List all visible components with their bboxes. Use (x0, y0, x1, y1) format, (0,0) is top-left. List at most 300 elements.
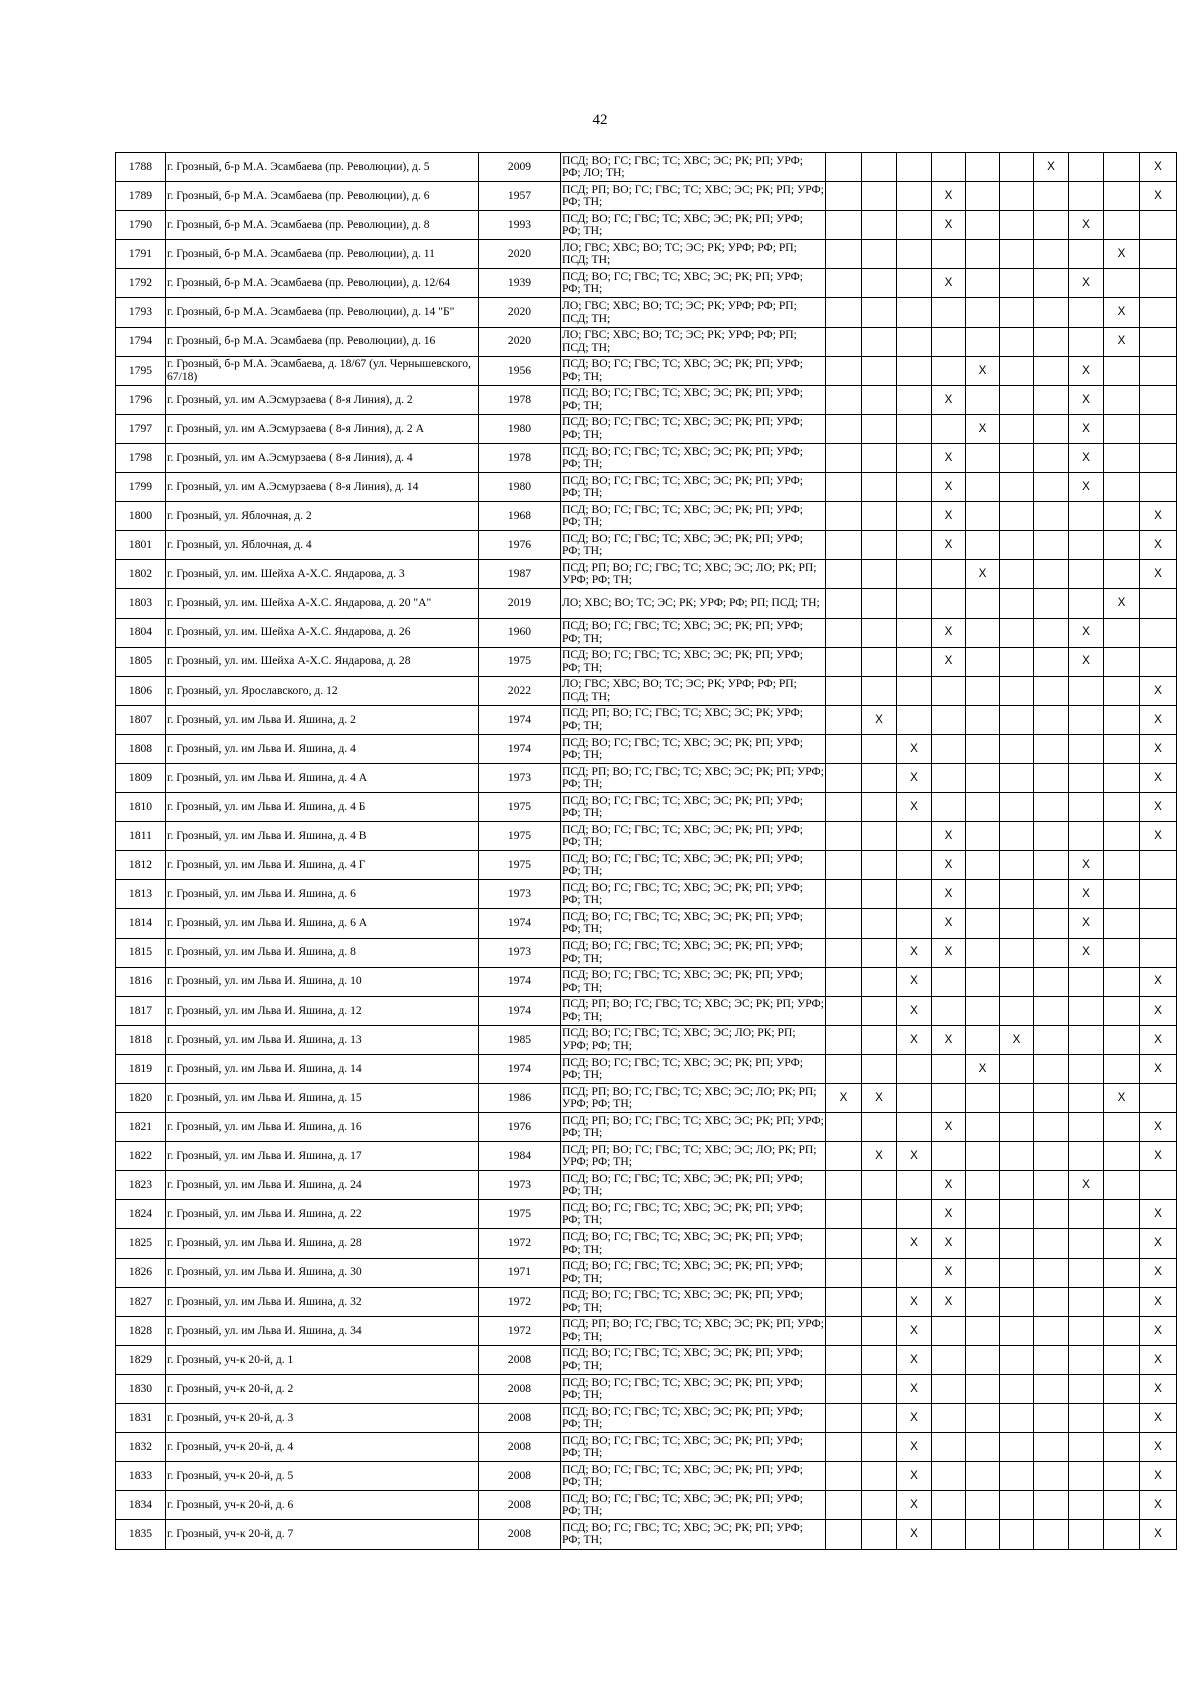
mark-cell (1140, 240, 1177, 269)
row-number-cell: 1816 (116, 967, 166, 996)
mark-cell (897, 502, 932, 531)
table-row (116, 414, 1177, 443)
mark-cell (966, 909, 1000, 938)
mark-cell (1069, 822, 1104, 851)
mark-cell (826, 327, 862, 356)
mark-cell: X (932, 1287, 966, 1316)
address-cell: г. Грозный, уч-к 20-й, д. 5 (166, 1462, 479, 1491)
mark-cell (1000, 851, 1034, 880)
year-cell: 2008 (479, 1491, 561, 1520)
row-number-cell: 1791 (116, 240, 166, 269)
address-cell: г. Грозный, уч-к 20-й, д. 1 (166, 1345, 479, 1374)
mark-cell: X (1069, 851, 1104, 880)
mark-cell: X (932, 822, 966, 851)
year-cell: 1985 (479, 1025, 561, 1054)
mark-cell (1034, 1520, 1069, 1549)
mark-cell: X (932, 647, 966, 676)
mark-cell (1140, 298, 1177, 327)
year-cell: 1973 (479, 938, 561, 967)
mark-cell (862, 443, 897, 472)
mark-cell (862, 851, 897, 880)
address-cell: г. Грозный, ул. им Льва И. Яшина, д. 4 Г (166, 851, 479, 880)
mark-cell (826, 211, 862, 240)
services-cell: ПСД; ВО; ГС; ГВС; ТС; ХВС; ЭС; РК; РП; УРФ; РФ; ТН; (561, 385, 826, 414)
mark-cell (862, 473, 897, 502)
mark-cell (966, 676, 1000, 705)
mark-cell (1104, 153, 1140, 182)
mark-cell (1069, 793, 1104, 822)
mark-cell (1069, 1404, 1104, 1433)
row-number-cell: 1826 (116, 1258, 166, 1287)
mark-cell (862, 1520, 897, 1549)
services-cell: ПСД; ВО; ГС; ГВС; ТС; ХВС; ЭС; РК; РП; УРФ; РФ; ТН; (561, 356, 826, 385)
address-cell: г. Грозный, ул. им Льва И. Яшина, д. 8 (166, 938, 479, 967)
mark-cell (1034, 298, 1069, 327)
year-cell: 1984 (479, 1142, 561, 1171)
year-cell: 1976 (479, 1113, 561, 1142)
mark-cell (826, 269, 862, 298)
services-cell: ПСД; ВО; ГС; ГВС; ТС; ХВС; ЭС; РК; РП; УРФ; РФ; ТН; (561, 851, 826, 880)
year-cell: 1972 (479, 1229, 561, 1258)
mark-cell (1034, 647, 1069, 676)
services-cell: ПСД; ВО; ГС; ГВС; ТС; ХВС; ЭС; РК; РП; УРФ; РФ; ТН; (561, 1491, 826, 1520)
year-cell: 1980 (479, 473, 561, 502)
services-cell: ПСД; ВО; ГС; ГВС; ТС; ХВС; ЭС; РК; РП; УРФ; РФ; ТН; (561, 822, 826, 851)
mark-cell (897, 1258, 932, 1287)
address-cell: г. Грозный, ул. им Льва И. Яшина, д. 6 А (166, 909, 479, 938)
mark-cell (826, 1142, 862, 1171)
services-cell: ПСД; ВО; ГС; ГВС; ТС; ХВС; ЭС; РК; РП; УРФ; РФ; ТН; (561, 1287, 826, 1316)
address-cell: г. Грозный, ул. им А.Эсмурзаева ( 8-я Линия), д. 4 (166, 443, 479, 472)
services-cell: ПСД; ВО; ГС; ГВС; ТС; ХВС; ЭС; РК; РП; УРФ; РФ; ТН; (561, 1374, 826, 1403)
row-number-cell: 1821 (116, 1113, 166, 1142)
year-cell: 1974 (479, 967, 561, 996)
mark-cell (932, 560, 966, 589)
mark-cell (966, 327, 1000, 356)
mark-cell: X (1069, 909, 1104, 938)
mark-cell (1140, 327, 1177, 356)
mark-cell: X (1069, 618, 1104, 647)
mark-cell (862, 676, 897, 705)
mark-cell (1034, 1433, 1069, 1462)
mark-cell (862, 880, 897, 909)
mark-cell: X (1069, 443, 1104, 472)
mark-cell (966, 1433, 1000, 1462)
mark-cell: X (1140, 1491, 1177, 1520)
services-cell: ПСД; ВО; ГС; ГВС; ТС; ХВС; ЭС; РК; РП; УРФ; РФ; ТН; (561, 502, 826, 531)
row-number-cell: 1809 (116, 763, 166, 792)
mark-cell (966, 589, 1000, 618)
table-row (116, 1258, 1177, 1287)
mark-cell (1034, 618, 1069, 647)
mark-cell (862, 240, 897, 269)
address-cell: г. Грозный, уч-к 20-й, д. 6 (166, 1491, 479, 1520)
table-row (116, 1171, 1177, 1200)
mark-cell (826, 1025, 862, 1054)
services-cell: ПСД; РП; ВО; ГС; ГВС; ТС; ХВС; ЭС; РК; РП; УРФ; РФ; ТН; (561, 182, 826, 211)
mark-cell: X (1140, 1433, 1177, 1462)
row-number-cell: 1804 (116, 618, 166, 647)
mark-cell (932, 153, 966, 182)
year-cell: 1973 (479, 763, 561, 792)
mark-cell: X (932, 531, 966, 560)
mark-cell (862, 1433, 897, 1462)
mark-cell (862, 414, 897, 443)
address-cell: г. Грозный, ул. им Льва И. Яшина, д. 2 (166, 705, 479, 734)
mark-cell (1140, 473, 1177, 502)
year-cell: 1975 (479, 793, 561, 822)
services-cell: ПСД; ВО; ГС; ГВС; ТС; ХВС; ЭС; РК; РП; УРФ; РФ; ТН; (561, 211, 826, 240)
mark-cell (1069, 327, 1104, 356)
row-number-cell: 1830 (116, 1374, 166, 1403)
year-cell: 1975 (479, 822, 561, 851)
address-cell: г. Грозный, ул. им Льва И. Яшина, д. 30 (166, 1258, 479, 1287)
services-cell: ЛО; ГВС; ХВС; ВО; ТС; ЭС; РК; УРФ; РФ; РП; ПСД; ТН; (561, 298, 826, 327)
mark-cell (1034, 1113, 1069, 1142)
year-cell: 1972 (479, 1287, 561, 1316)
mark-cell (966, 153, 1000, 182)
mark-cell (1069, 1316, 1104, 1345)
mark-cell (1000, 880, 1034, 909)
services-cell: ЛО; ХВС; ВО; ТС; ЭС; РК; УРФ; РФ; РП; ПСД; ТН; (561, 589, 826, 618)
mark-cell (826, 153, 862, 182)
mark-cell (1034, 356, 1069, 385)
mark-cell: X (1140, 793, 1177, 822)
mark-cell (826, 1462, 862, 1491)
row-number-cell: 1810 (116, 793, 166, 822)
mark-cell (862, 589, 897, 618)
mark-cell (1140, 269, 1177, 298)
mark-cell (862, 618, 897, 647)
mark-cell (1069, 1462, 1104, 1491)
mark-cell (1069, 1200, 1104, 1229)
mark-cell: X (897, 967, 932, 996)
table-row (116, 1316, 1177, 1345)
mark-cell (862, 1229, 897, 1258)
mark-cell (1104, 676, 1140, 705)
row-number-cell: 1811 (116, 822, 166, 851)
address-cell: г. Грозный, уч-к 20-й, д. 7 (166, 1520, 479, 1549)
row-number-cell: 1796 (116, 385, 166, 414)
table-row (116, 763, 1177, 792)
mark-cell (897, 589, 932, 618)
year-cell: 1975 (479, 851, 561, 880)
mark-cell (1104, 502, 1140, 531)
mark-cell: X (932, 182, 966, 211)
year-cell: 1972 (479, 1316, 561, 1345)
address-cell: г. Грозный, б-р М.А. Эсамбаева (пр. Революции), д. 8 (166, 211, 479, 240)
mark-cell (1104, 793, 1140, 822)
mark-cell (932, 676, 966, 705)
mark-cell (1104, 473, 1140, 502)
address-cell: г. Грозный, б-р М.А. Эсамбаева (пр. Революции), д. 11 (166, 240, 479, 269)
address-cell: г. Грозный, ул. им А.Эсмурзаева ( 8-я Линия), д. 2 (166, 385, 479, 414)
row-number-cell: 1827 (116, 1287, 166, 1316)
mark-cell (862, 1462, 897, 1491)
row-number-cell: 1815 (116, 938, 166, 967)
table-row (116, 560, 1177, 589)
mark-cell (1104, 822, 1140, 851)
year-cell: 1957 (479, 182, 561, 211)
row-number-cell: 1789 (116, 182, 166, 211)
mark-cell (862, 1404, 897, 1433)
mark-cell (966, 443, 1000, 472)
mark-cell (1000, 473, 1034, 502)
mark-cell (1140, 443, 1177, 472)
mark-cell: X (897, 938, 932, 967)
mark-cell (1140, 385, 1177, 414)
mark-cell (1034, 822, 1069, 851)
mark-cell (932, 356, 966, 385)
table-row (116, 822, 1177, 851)
table-row (116, 298, 1177, 327)
mark-cell (966, 1113, 1000, 1142)
services-cell: ПСД; ВО; ГС; ГВС; ТС; ХВС; ЭС; РК; РП; УРФ; РФ; ТН; (561, 880, 826, 909)
mark-cell: X (897, 1025, 932, 1054)
mark-cell (1104, 763, 1140, 792)
mark-cell (862, 531, 897, 560)
mark-cell (1000, 1374, 1034, 1403)
mark-cell: X (1140, 676, 1177, 705)
mark-cell (826, 1433, 862, 1462)
table-row (116, 1520, 1177, 1549)
year-cell: 1939 (479, 269, 561, 298)
table-row (116, 1229, 1177, 1258)
mark-cell (932, 1345, 966, 1374)
mark-cell (1034, 793, 1069, 822)
row-number-cell: 1797 (116, 414, 166, 443)
mark-cell (1104, 1200, 1140, 1229)
mark-cell (826, 1258, 862, 1287)
mark-cell (826, 298, 862, 327)
year-cell: 1973 (479, 880, 561, 909)
address-cell: г. Грозный, ул. им. Шейха А-Х.С. Яндарова, д. 20 "А" (166, 589, 479, 618)
mark-cell (932, 1462, 966, 1491)
services-cell: ПСД; ВО; ГС; ГВС; ТС; ХВС; ЭС; РК; РП; УРФ; РФ; ТН; (561, 909, 826, 938)
mark-cell (1034, 531, 1069, 560)
year-cell: 2020 (479, 240, 561, 269)
mark-cell (1000, 298, 1034, 327)
year-cell: 2009 (479, 153, 561, 182)
mark-cell (966, 1142, 1000, 1171)
mark-cell (897, 443, 932, 472)
mark-cell (1000, 822, 1034, 851)
mark-cell (1000, 1142, 1034, 1171)
mark-cell: X (1069, 356, 1104, 385)
mark-cell (1140, 647, 1177, 676)
mark-cell (966, 705, 1000, 734)
mark-cell: X (1140, 182, 1177, 211)
mark-cell (1069, 1345, 1104, 1374)
mark-cell (862, 560, 897, 589)
services-cell: ПСД; ВО; ГС; ГВС; ТС; ХВС; ЭС; РК; РП; УРФ; РФ; ТН; (561, 1200, 826, 1229)
mark-cell (1000, 182, 1034, 211)
services-cell: ПСД; ВО; ГС; ГВС; ТС; ХВС; ЭС; РК; РП; УРФ; РФ; ТН; (561, 1229, 826, 1258)
table-row (116, 356, 1177, 385)
services-cell: ПСД; ВО; ГС; ГВС; ТС; ХВС; ЭС; РК; РП; УРФ; РФ; ТН; (561, 967, 826, 996)
building-registry-table (115, 152, 1177, 1550)
mark-cell: X (932, 909, 966, 938)
mark-cell: X (1140, 1287, 1177, 1316)
mark-cell (1034, 502, 1069, 531)
mark-cell (1104, 1433, 1140, 1462)
address-cell: г. Грозный, уч-к 20-й, д. 4 (166, 1433, 479, 1462)
mark-cell (1000, 1404, 1034, 1433)
mark-cell: X (1140, 1404, 1177, 1433)
mark-cell (1034, 269, 1069, 298)
mark-cell (1034, 1054, 1069, 1083)
table-row (116, 589, 1177, 618)
mark-cell: X (932, 1229, 966, 1258)
mark-cell (1140, 211, 1177, 240)
mark-cell: X (897, 1287, 932, 1316)
mark-cell: X (1140, 1054, 1177, 1083)
mark-cell (1104, 1462, 1140, 1491)
table-row (116, 211, 1177, 240)
services-cell: ПСД; РП; ВО; ГС; ГВС; ТС; ХВС; ЭС; РК; РП; УРФ; РФ; ТН; (561, 763, 826, 792)
mark-cell (897, 182, 932, 211)
mark-cell (1069, 705, 1104, 734)
row-number-cell: 1814 (116, 909, 166, 938)
mark-cell (826, 1113, 862, 1142)
mark-cell (862, 967, 897, 996)
mark-cell (966, 938, 1000, 967)
mark-cell (897, 153, 932, 182)
mark-cell (897, 676, 932, 705)
mark-cell (932, 967, 966, 996)
services-cell: ПСД; ВО; ГС; ГВС; ТС; ХВС; ЭС; РК; РП; УРФ; РФ; ТН; (561, 473, 826, 502)
mark-cell: X (897, 1433, 932, 1462)
mark-cell (1104, 1404, 1140, 1433)
year-cell: 1974 (479, 1054, 561, 1083)
address-cell: г. Грозный, ул. им Льва И. Яшина, д. 17 (166, 1142, 479, 1171)
mark-cell (1104, 996, 1140, 1025)
mark-cell: X (1140, 1462, 1177, 1491)
mark-cell (1069, 1113, 1104, 1142)
mark-cell (966, 1316, 1000, 1345)
mark-cell (932, 763, 966, 792)
services-cell: ПСД; ВО; ГС; ГВС; ТС; ХВС; ЭС; РК; РП; УРФ; РФ; ТН; (561, 734, 826, 763)
mark-cell: X (1069, 1171, 1104, 1200)
row-number-cell: 1801 (116, 531, 166, 560)
mark-cell (1000, 531, 1034, 560)
row-number-cell: 1798 (116, 443, 166, 472)
mark-cell (897, 705, 932, 734)
mark-cell (826, 473, 862, 502)
table-row (116, 385, 1177, 414)
mark-cell (966, 763, 1000, 792)
mark-cell: X (932, 618, 966, 647)
services-cell: ПСД; ВО; ГС; ГВС; ТС; ХВС; ЭС; РК; РП; УРФ; РФ; ТН; (561, 1404, 826, 1433)
mark-cell (862, 822, 897, 851)
year-cell: 1986 (479, 1084, 561, 1113)
mark-cell (1034, 385, 1069, 414)
table-row (116, 1491, 1177, 1520)
mark-cell: X (1140, 1142, 1177, 1171)
mark-cell (932, 1433, 966, 1462)
mark-cell (932, 996, 966, 1025)
mark-cell: X (1069, 647, 1104, 676)
mark-cell: X (1140, 560, 1177, 589)
mark-cell: X (862, 1084, 897, 1113)
mark-cell: X (1140, 967, 1177, 996)
address-cell: г. Грозный, ул. им А.Эсмурзаева ( 8-я Линия), д. 14 (166, 473, 479, 502)
mark-cell (1000, 618, 1034, 647)
year-cell: 1975 (479, 647, 561, 676)
mark-cell (862, 734, 897, 763)
mark-cell: X (1069, 938, 1104, 967)
row-number-cell: 1831 (116, 1404, 166, 1433)
mark-cell (1104, 1025, 1140, 1054)
mark-cell (1034, 1374, 1069, 1403)
table-row (116, 327, 1177, 356)
mark-cell (966, 851, 1000, 880)
mark-cell (1104, 1258, 1140, 1287)
mark-cell (1069, 1229, 1104, 1258)
mark-cell (1000, 1345, 1034, 1374)
mark-cell: X (897, 734, 932, 763)
mark-cell (1069, 676, 1104, 705)
row-number-cell: 1825 (116, 1229, 166, 1258)
mark-cell: X (1104, 327, 1140, 356)
mark-cell (1069, 531, 1104, 560)
mark-cell (1034, 967, 1069, 996)
row-number-cell: 1818 (116, 1025, 166, 1054)
services-cell: ПСД; ВО; ГС; ГВС; ТС; ХВС; ЭС; РК; РП; УРФ; РФ; ТН; (561, 1520, 826, 1549)
mark-cell (1069, 1025, 1104, 1054)
mark-cell: X (932, 443, 966, 472)
mark-cell (1000, 996, 1034, 1025)
mark-cell (862, 1200, 897, 1229)
mark-cell (897, 211, 932, 240)
mark-cell (1000, 560, 1034, 589)
services-cell: ПСД; ВО; ГС; ГВС; ТС; ХВС; ЭС; РК; РП; УРФ; РФ; ТН; (561, 414, 826, 443)
address-cell: г. Грозный, ул. им Льва И. Яшина, д. 4 (166, 734, 479, 763)
mark-cell (1104, 531, 1140, 560)
mark-cell: X (1000, 1025, 1034, 1054)
mark-cell (1034, 589, 1069, 618)
mark-cell (966, 1025, 1000, 1054)
mark-cell (932, 1054, 966, 1083)
mark-cell (1104, 734, 1140, 763)
mark-cell: X (932, 269, 966, 298)
mark-cell (1000, 1054, 1034, 1083)
mark-cell (966, 502, 1000, 531)
row-number-cell: 1795 (116, 356, 166, 385)
mark-cell (966, 996, 1000, 1025)
mark-cell: X (1140, 1316, 1177, 1345)
mark-cell: X (932, 502, 966, 531)
mark-cell (897, 647, 932, 676)
mark-cell: X (1140, 1374, 1177, 1403)
row-number-cell: 1792 (116, 269, 166, 298)
mark-cell (1034, 1025, 1069, 1054)
mark-cell (826, 1287, 862, 1316)
address-cell: г. Грозный, ул. им Льва И. Яшина, д. 15 (166, 1084, 479, 1113)
mark-cell: X (1140, 531, 1177, 560)
row-number-cell: 1799 (116, 473, 166, 502)
mark-cell (1000, 1491, 1034, 1520)
address-cell: г. Грозный, ул. им Льва И. Яшина, д. 4 А (166, 763, 479, 792)
mark-cell: X (1140, 1229, 1177, 1258)
year-cell: 2008 (479, 1462, 561, 1491)
mark-cell (826, 1229, 862, 1258)
table-row (116, 1433, 1177, 1462)
mark-cell (826, 1054, 862, 1083)
mark-cell: X (932, 1258, 966, 1287)
mark-cell (1104, 269, 1140, 298)
mark-cell (862, 1054, 897, 1083)
